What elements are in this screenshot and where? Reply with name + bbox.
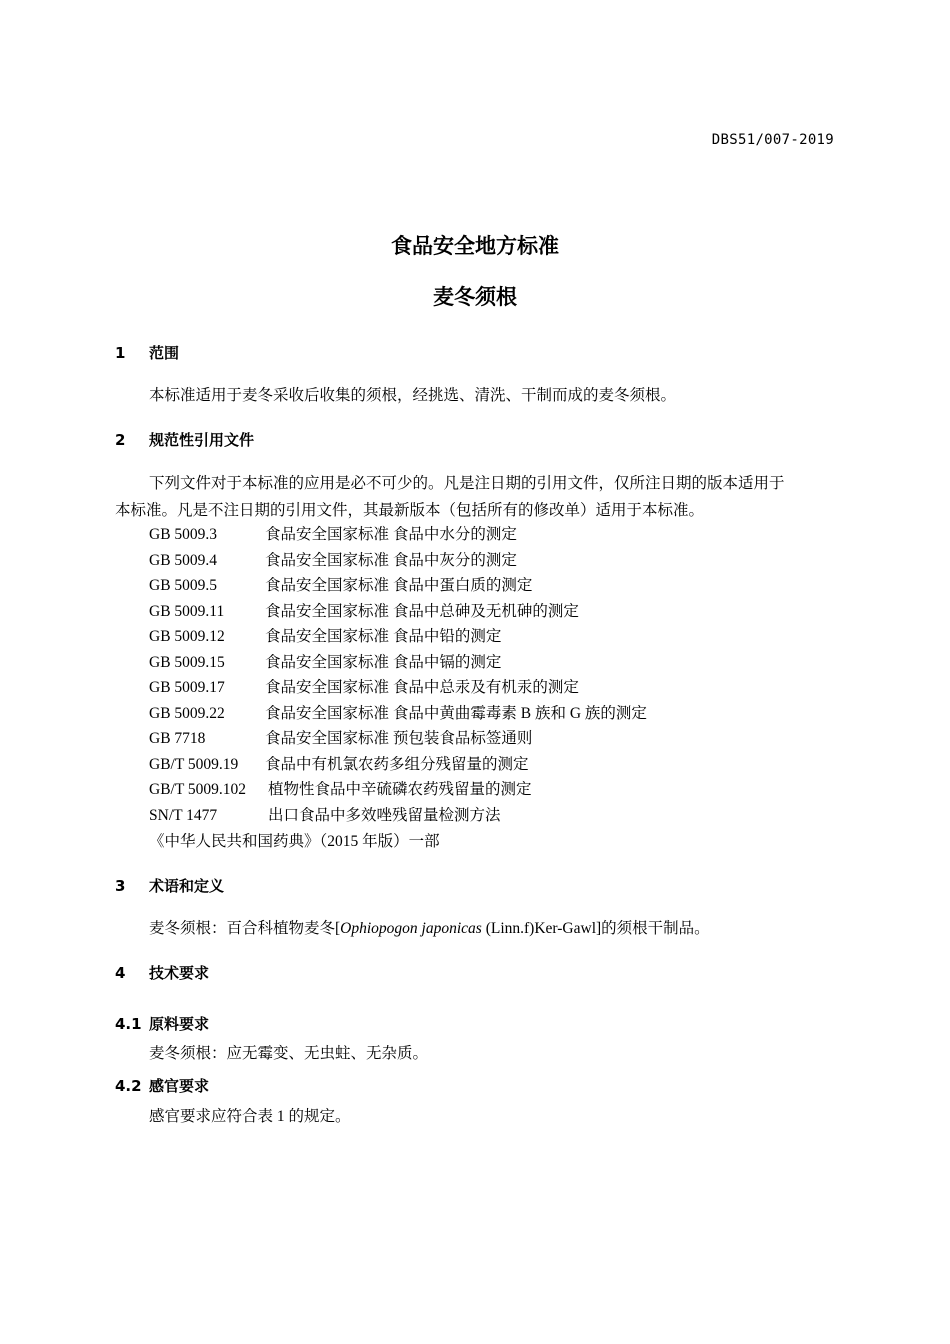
- reference-code: GB 7718: [149, 730, 206, 747]
- reference-item: [149, 803, 647, 829]
- scope-paragraph: 本标准适用于麦冬采收后收集的须根，经挑选、清洗、干制而成的麦冬须根。: [149, 387, 677, 404]
- reference-name: 出口食品中多效唑残留量检测方法: [268, 806, 501, 824]
- paragraph-line: 下列文件对于本标准的应用是必不可少的。凡是注日期的引用文件，仅所注日期的版本适用于: [149, 475, 785, 492]
- reference-list: [149, 522, 647, 828]
- reference-code: GB/T 5009.102: [149, 781, 247, 798]
- section-title: 规范性引用文件: [149, 431, 255, 449]
- reference-name: 食品安全国家标准 食品中蛋白质的测定: [265, 577, 533, 594]
- definition-paragraph: [149, 916, 835, 942]
- reference-item: [149, 675, 647, 701]
- section-1-heading: [115, 342, 179, 363]
- reference-code: GB 5009.15: [149, 653, 225, 671]
- reference-name: 食品安全国家标准 食品中水分的测定: [265, 526, 517, 543]
- reference-item: [149, 522, 647, 548]
- section-number: 1: [115, 344, 126, 362]
- reference-code: GB 5009.5: [149, 577, 218, 594]
- section-4-heading: [115, 962, 209, 983]
- reference-item: [149, 777, 647, 803]
- section-2-heading: [115, 429, 254, 450]
- reference-item: [149, 650, 647, 676]
- reference-code: GB 5009.22: [149, 704, 225, 722]
- section-4-1-heading: [115, 1013, 209, 1034]
- reference-item: [149, 752, 647, 778]
- section-title: 术语和定义: [149, 877, 225, 895]
- reference-item: [149, 599, 647, 625]
- section-title: 感官要求: [149, 1077, 210, 1095]
- reference-item: [149, 726, 647, 752]
- raw-material-paragraph: 麦冬须根：应无霉变、无虫蛀、无杂质。: [149, 1045, 429, 1062]
- reference-code: GB 5009.4: [149, 551, 218, 569]
- reference-name: 食品安全国家标准 食品中铅的测定: [265, 628, 502, 645]
- reference-item: [149, 548, 647, 574]
- main-title: 食品安全地方标准: [391, 234, 559, 258]
- reference-name: 食品中有机氯农药多组分残留量的测定: [265, 755, 529, 773]
- section-title: 范围: [149, 344, 180, 362]
- sensory-paragraph: 感官要求应符合表 1 的规定。: [149, 1108, 351, 1125]
- section-title: 技术要求: [149, 964, 210, 982]
- section-4-2-heading: [115, 1075, 209, 1096]
- section-3-heading: [115, 875, 224, 896]
- reference-name: 食品安全国家标准 食品中总汞及有机汞的测定: [265, 679, 579, 696]
- definition-prefix: 麦冬须根：百合科植物麦冬[: [149, 920, 341, 937]
- reference-code: GB 5009.12: [149, 628, 225, 645]
- section-number: 4.1: [115, 1015, 142, 1033]
- reference-name: 食品安全国家标准 食品中总砷及无机砷的测定: [265, 602, 579, 620]
- reference-item: [149, 701, 647, 727]
- reference-name: 食品安全国家标准 食品中黄曲霉毒素 B 族和 G 族的测定: [265, 704, 647, 722]
- reference-code: GB 5009.17: [149, 679, 225, 696]
- reference-name: 食品安全国家标准 食品中镉的测定: [265, 653, 502, 671]
- reference-code: SN/T 1477: [149, 806, 218, 824]
- pharmacopoeia-reference: 《中华人民共和国药典》（2015 年版）一部: [149, 833, 440, 850]
- document-number: DBS51/007-2019: [711, 132, 834, 148]
- section-number: 3: [115, 877, 126, 895]
- latin-name: Ophiopogon japonicas: [340, 920, 482, 937]
- reference-name: 食品安全国家标准 预包装食品标签通则: [265, 730, 533, 747]
- paragraph-line: 本标准。凡是不注日期的引用文件，其最新版本（包括所有的修改单）适用于本标准。: [115, 502, 705, 519]
- reference-code: GB 5009.3: [149, 526, 218, 543]
- sub-title: 麦冬须根: [433, 285, 517, 309]
- definition-suffix: (Linn.f)Ker-Gawl]的须根干制品。: [481, 920, 710, 937]
- section-number: 4: [115, 964, 126, 982]
- reference-name: 植物性食品中辛硫磷农药残留量的测定: [268, 781, 532, 798]
- reference-name: 食品安全国家标准 食品中灰分的测定: [265, 551, 517, 569]
- section-title: 原料要求: [149, 1015, 210, 1033]
- section-number: 4.2: [115, 1077, 142, 1095]
- section-number: 2: [115, 431, 126, 449]
- reference-item: [149, 624, 647, 650]
- reference-code: GB/T 5009.19: [149, 755, 239, 773]
- reference-item: [149, 573, 647, 599]
- normative-intro-paragraph: [115, 470, 835, 524]
- reference-code: GB 5009.11: [149, 602, 225, 620]
